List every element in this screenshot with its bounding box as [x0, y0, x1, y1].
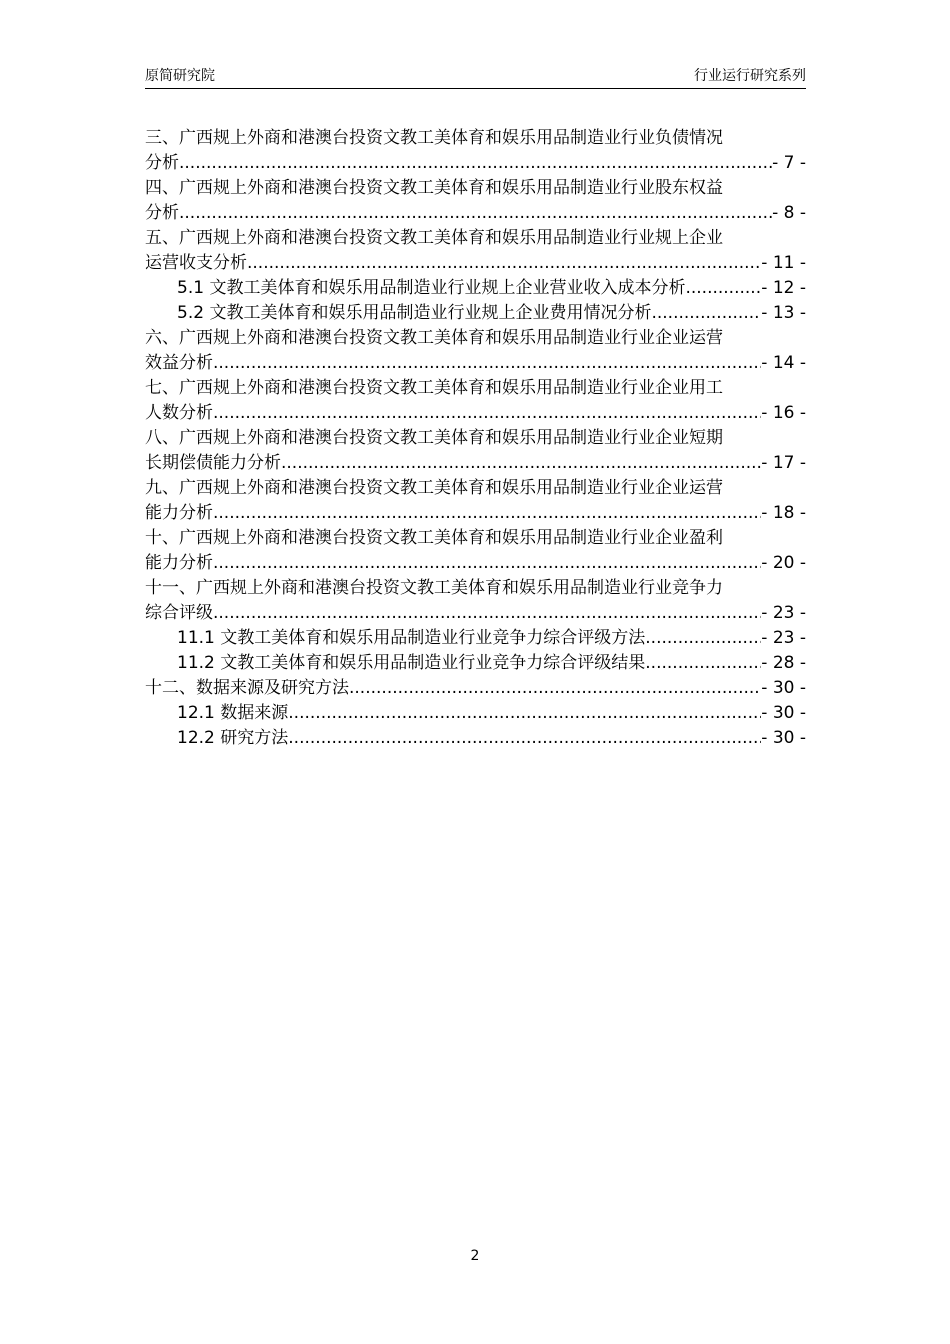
header-right-text: 行业运行研究系列: [694, 68, 806, 84]
toc-leader: [213, 601, 761, 626]
toc-page-number: - 23 -: [761, 628, 806, 648]
toc-entry[interactable]: [145, 126, 806, 176]
toc-page-number: - 23 -: [761, 603, 806, 623]
toc-entry[interactable]: [145, 226, 806, 276]
toc-entry-title: 七、广西规上外商和港澳台投资文教工美体育和娱乐用品制造业行业企业用工: [145, 378, 723, 398]
toc-leader: [685, 276, 761, 301]
toc-entry-title: 八、广西规上外商和港澳台投资文教工美体育和娱乐用品制造业行业企业短期: [145, 428, 723, 448]
toc-leader: [288, 726, 761, 751]
table-of-contents: [145, 126, 806, 751]
toc-entry-title-cont: 运营收支分析: [145, 253, 247, 273]
toc-entry-title: 六、广西规上外商和港澳台投资文教工美体育和娱乐用品制造业行业企业运营: [145, 328, 723, 348]
toc-entry-title: 11.1 文教工美体育和娱乐用品制造业行业竞争力综合评级方法: [177, 628, 646, 648]
toc-entry-title: 十二、数据来源及研究方法: [145, 678, 349, 698]
toc-entry[interactable]: [145, 576, 806, 626]
toc-entry-title-cont: 长期偿债能力分析: [145, 453, 281, 473]
toc-entry-title-cont: 能力分析: [145, 503, 213, 523]
toc-page-number: - 18 -: [761, 503, 806, 523]
toc-entry-title: 5.1 文教工美体育和娱乐用品制造业行业规上企业营业收入成本分析: [177, 278, 686, 298]
toc-subentry[interactable]: [145, 626, 806, 651]
toc-leader: [213, 351, 761, 376]
page-header: [145, 66, 806, 89]
toc-page-number: - 30 -: [761, 703, 806, 723]
toc-entry-title-cont: 分析: [145, 153, 179, 173]
toc-entry-title-cont: 综合评级: [145, 603, 213, 623]
toc-entry-title-cont: 分析: [145, 203, 179, 223]
toc-entry-title: 十、广西规上外商和港澳台投资文教工美体育和娱乐用品制造业行业企业盈利: [145, 528, 723, 548]
toc-page-number: - 17 -: [761, 453, 806, 473]
toc-leader: [645, 626, 761, 651]
toc-entry-title-cont: 人数分析: [145, 403, 213, 423]
toc-entry[interactable]: [145, 476, 806, 526]
toc-leader: [179, 151, 772, 176]
toc-leader: [213, 551, 761, 576]
toc-leader: [179, 201, 772, 226]
toc-entry[interactable]: [145, 376, 806, 426]
toc-entry[interactable]: [145, 526, 806, 576]
toc-entry[interactable]: [145, 676, 806, 701]
toc-entry-title: 五、广西规上外商和港澳台投资文教工美体育和娱乐用品制造业行业规上企业: [145, 228, 723, 248]
toc-entry[interactable]: [145, 426, 806, 476]
page-number: 2: [470, 1248, 480, 1264]
toc-entry-title: 九、广西规上外商和港澳台投资文教工美体育和娱乐用品制造业行业企业运营: [145, 478, 723, 498]
toc-leader: [651, 301, 761, 326]
toc-entry-title: 12.2 研究方法: [177, 728, 289, 748]
toc-subentry[interactable]: [145, 701, 806, 726]
toc-entry-title: 12.1 数据来源: [177, 703, 289, 723]
toc-entry[interactable]: [145, 326, 806, 376]
toc-page-number: - 28 -: [761, 653, 806, 673]
toc-subentry[interactable]: [145, 276, 806, 301]
toc-leader: [213, 501, 761, 526]
toc-page-number: - 16 -: [761, 403, 806, 423]
header-left-text: 原简研究院: [145, 68, 215, 84]
toc-page-number: - 14 -: [761, 353, 806, 373]
toc-page-number: - 11 -: [761, 253, 806, 273]
toc-entry-title: 5.2 文教工美体育和娱乐用品制造业行业规上企业费用情况分析: [177, 303, 652, 323]
toc-entry[interactable]: [145, 176, 806, 226]
toc-page-number: - 7 -: [772, 153, 806, 173]
toc-entry-title: 四、广西规上外商和港澳台投资文教工美体育和娱乐用品制造业行业股东权益: [145, 178, 723, 198]
toc-entry-title-cont: 能力分析: [145, 553, 213, 573]
toc-entry-title-cont: 效益分析: [145, 353, 213, 373]
toc-page-number: - 30 -: [761, 678, 806, 698]
toc-entry-title: 11.2 文教工美体育和娱乐用品制造业行业竞争力综合评级结果: [177, 653, 646, 673]
toc-page-number: - 12 -: [761, 278, 806, 298]
toc-entry-title: 十一、广西规上外商和港澳台投资文教工美体育和娱乐用品制造业行业竞争力: [145, 578, 723, 598]
toc-leader: [288, 701, 761, 726]
toc-subentry[interactable]: [145, 301, 806, 326]
toc-page-number: - 8 -: [772, 203, 806, 223]
toc-leader: [281, 451, 761, 476]
toc-page-number: - 13 -: [761, 303, 806, 323]
toc-leader: [349, 676, 761, 701]
toc-leader: [247, 251, 761, 276]
toc-leader: [645, 651, 761, 676]
toc-subentry[interactable]: [145, 651, 806, 676]
toc-entry-title: 三、广西规上外商和港澳台投资文教工美体育和娱乐用品制造业行业负债情况: [145, 128, 723, 148]
toc-page-number: - 30 -: [761, 728, 806, 748]
toc-leader: [213, 401, 761, 426]
toc-subentry[interactable]: [145, 726, 806, 751]
toc-page-number: - 20 -: [761, 553, 806, 573]
